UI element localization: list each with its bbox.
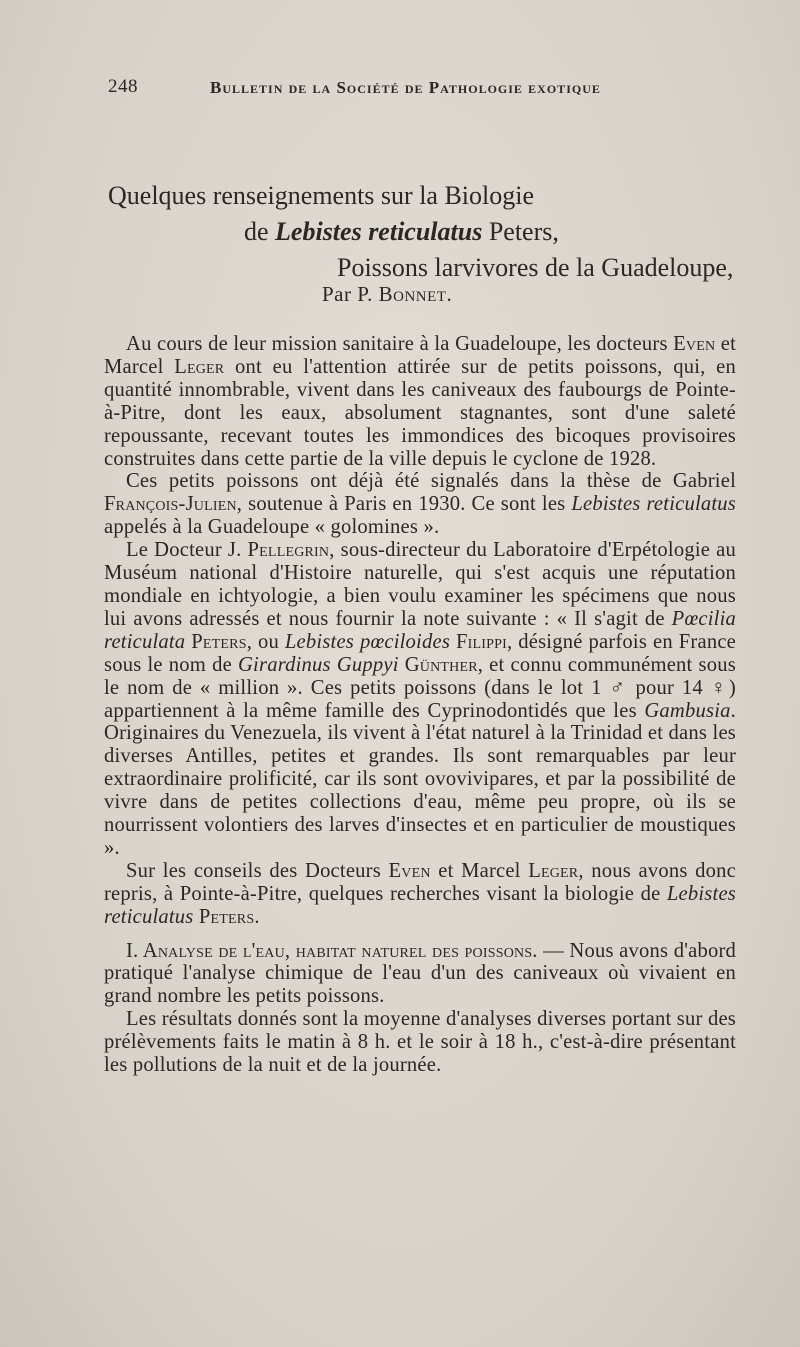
paragraph-4: Sur les conseils des Docteurs Even et Marcel Leger, nous avons donc repris, à Pointe-à-Pitre, quelques recherches visant la biologie de Lebistes reticulatus Peters. [104,859,736,928]
paragraph-3: Le Docteur J. Pellegrin, sous-directeur du Laboratoire d'Erpétologie au Muséum national d'Histoire naturelle, qui s'est acquis une réputation mondiale en ichtyologie, a bien voulu examiner les spécimens que nous lui avons adressés et nous fournir la note suivante : « Il s'agit de Pœcilia reticulata Peters, ou Lebistes pœciloides Filippi, désigné parfois en France sous le nom de Girardinus Guppyi Günther, et connu communément sous le nom de « million ». Ces petits poissons (dans le lot 1 ♂ pour 14 ♀) appartiennent à la même famille des Cyprinodontidés que les Gambusia. Originaires du Venezuela, ils vivent à l'état naturel à la Trinidad et dans les diverses Antilles, petites et grandes. Ils sont remarquables par leur extraordinaire prolificité, car ils sont ovovivipares, et par la possibilité de vivre dans de petites collections d'eau, même peu propre, où ils se nourrissent volontiers des larves d'insectes et en particulier de moustiques ». [104,539,737,859]
paragraph-6: Les résultats donnés sont la moyenne d'analyses diverses portant sur des prélèvements faits le matin à 8 h. et le soir à 18 h., c'est-à-dire présentant les pollutions de la nuit et de la journée. [104,1008,736,1077]
paragraph-2: Ces petits poissons ont déjà été signalés dans la thèse de Gabriel François-Julien, soutenue à Paris en 1930. Ce sont les Lebistes reticulatus appelés à la Guadeloupe « golomines ». [104,470,736,539]
section-heading: I. Analyse de l'eau, habitat naturel des poissons. [126,939,538,962]
title-line-2: de Lebistes reticulatus Peters, [244,217,559,246]
title-line-3: Poissons larvivores de la Guadeloupe, [337,253,734,282]
title-line-1: Quelques renseignements sur la Biologie [108,181,535,210]
paragraph-5: I. Analyse de l'eau, habitat naturel des poissons. — Nous avons d'abord pratiqué l'analyse chimique de l'eau d'un des caniveaux où vivaient en grand nombre les petits poissons. [104,939,736,1008]
running-head: Bulletin de la Société de Pathologie exotique [210,78,601,97]
article-body [104,333,736,1077]
author-name: Bonnet. [378,282,453,306]
page-number: 248 [108,76,138,97]
byline: Par P. Bonnet. [322,282,453,306]
title-species: Lebistes reticulatus [275,217,483,246]
paragraph-1: Au cours de leur mission sanitaire à la Guadeloupe, les docteurs Even et Marcel Leger ont eu l'attention attirée sur de petits poissons, qui, en quantité innombrable, vivent dans les caniveaux des faubourgs de Pointe-à-Pitre, dont les eaux, absolument stagnantes, sont d'une saleté repoussante, recevant toutes les immondices des bicoques provisoires construites dans cette partie de la ville depuis le cyclone de 1928. [104,333,736,470]
article-title [108,178,768,286]
